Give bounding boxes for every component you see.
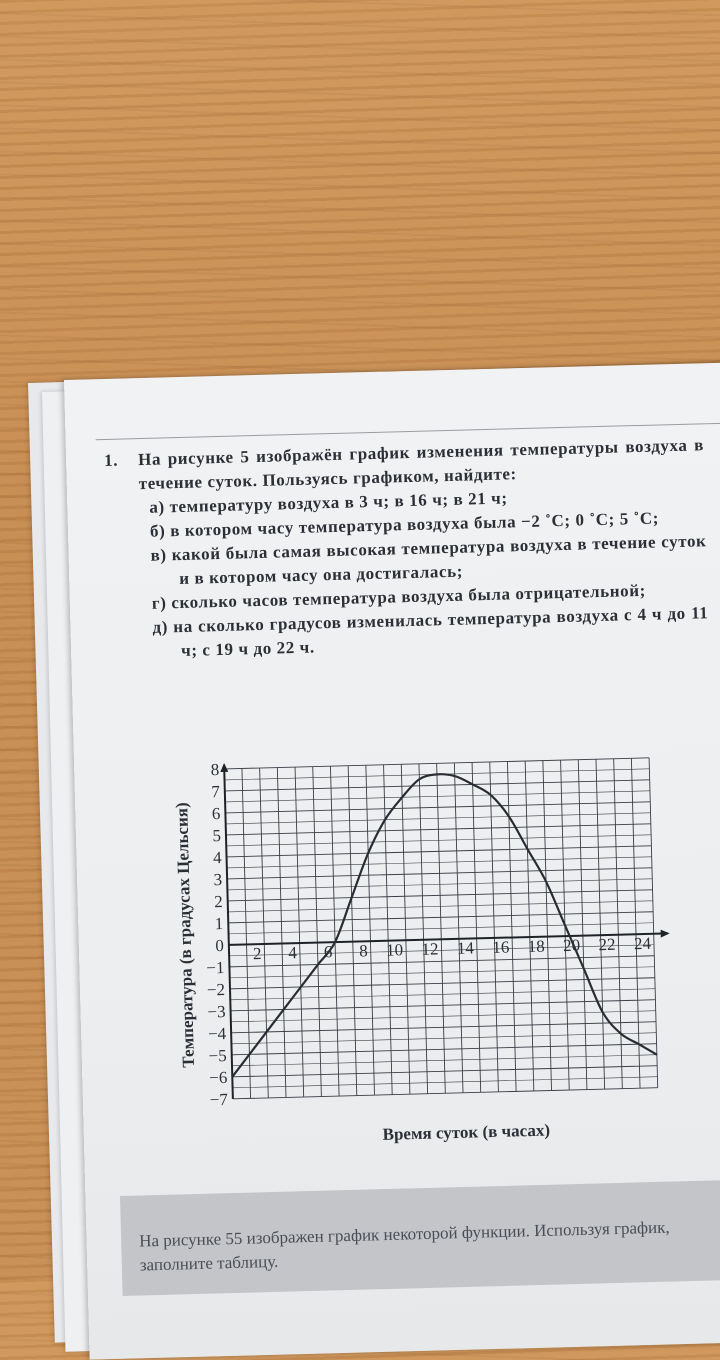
x-tick-label: 16 xyxy=(492,937,510,957)
x-tick-label: 18 xyxy=(527,936,545,957)
y-tick-label: −1 xyxy=(206,958,225,978)
chart-tick-labels xyxy=(201,749,656,1110)
y-tick-label: 7 xyxy=(211,782,221,802)
exercise-intro: На рисунке 5 изображён график изменения температуры воздуха в течение суток. Пользуясь графиком, найдите: xyxy=(137,435,705,494)
exercise-item-d: д) на сколько градусов изменилась температура воздуха с 4 ч до 11 ч; с 19 ч до 22 ч. xyxy=(152,603,709,661)
y-tick-label: 2 xyxy=(213,892,223,912)
next-exercise-text: На рисунке 55 изображен график некоторой функции. Используя график, заполните таблицу. xyxy=(138,1217,670,1275)
chart-axes xyxy=(220,751,674,1099)
y-tick-label: −3 xyxy=(207,1001,226,1022)
y-axis-arrow xyxy=(220,763,228,772)
x-tick-label: 14 xyxy=(456,938,475,958)
exercise-item-b: б) в котором часу температура воздуха была −2 ˚С; 0 ˚С; 5 ˚С; xyxy=(149,508,660,541)
x-axis-arrow xyxy=(661,929,670,937)
y-tick-label: −4 xyxy=(207,1023,227,1044)
x-tick-label: 12 xyxy=(421,939,439,959)
exercise-item-g: г) сколько часов температура воздуха была отрицательной; xyxy=(151,580,647,613)
x-tick-label: 20 xyxy=(562,935,581,956)
y-tick-label: −7 xyxy=(209,1089,229,1110)
x-tick-label: 10 xyxy=(385,940,404,960)
x-tick-label: 24 xyxy=(633,933,652,954)
y-tick-label: −6 xyxy=(208,1067,228,1088)
x-tick-label: 6 xyxy=(323,942,333,962)
y-tick-label: 5 xyxy=(212,826,222,846)
y-tick-label: 6 xyxy=(211,804,221,824)
exercise-1 xyxy=(104,433,709,665)
y-tick-label: 4 xyxy=(212,848,222,868)
y-tick-label: −2 xyxy=(206,979,226,1000)
x-tick-label: 8 xyxy=(358,941,368,961)
x-axis-title: Время суток (в часах) xyxy=(382,1120,551,1144)
x-tick-label: 22 xyxy=(598,934,616,955)
y-tick-label: 3 xyxy=(213,870,223,890)
y-tick-label: 1 xyxy=(214,914,224,934)
exercise-number: 1. xyxy=(103,450,119,470)
exercise-item-a: а) температуру воздуха в 3 ч; в 16 ч; в 21 ч; xyxy=(149,488,508,517)
y-axis-title: Температура (в градусах Цельсия) xyxy=(172,802,199,1068)
x-tick-label: 2 xyxy=(252,944,262,964)
next-exercise-band xyxy=(120,1179,720,1296)
exercise-item-v: в) какой была самая высокая температура воздуха в течение суток и в котором часу она достигалась; xyxy=(150,531,707,589)
y-tick-label: 8 xyxy=(210,760,220,780)
y-tick-label: −5 xyxy=(208,1045,227,1066)
y-tick-label: 0 xyxy=(215,936,225,956)
chart-grid xyxy=(224,758,657,1099)
x-tick-label: 4 xyxy=(288,943,298,963)
